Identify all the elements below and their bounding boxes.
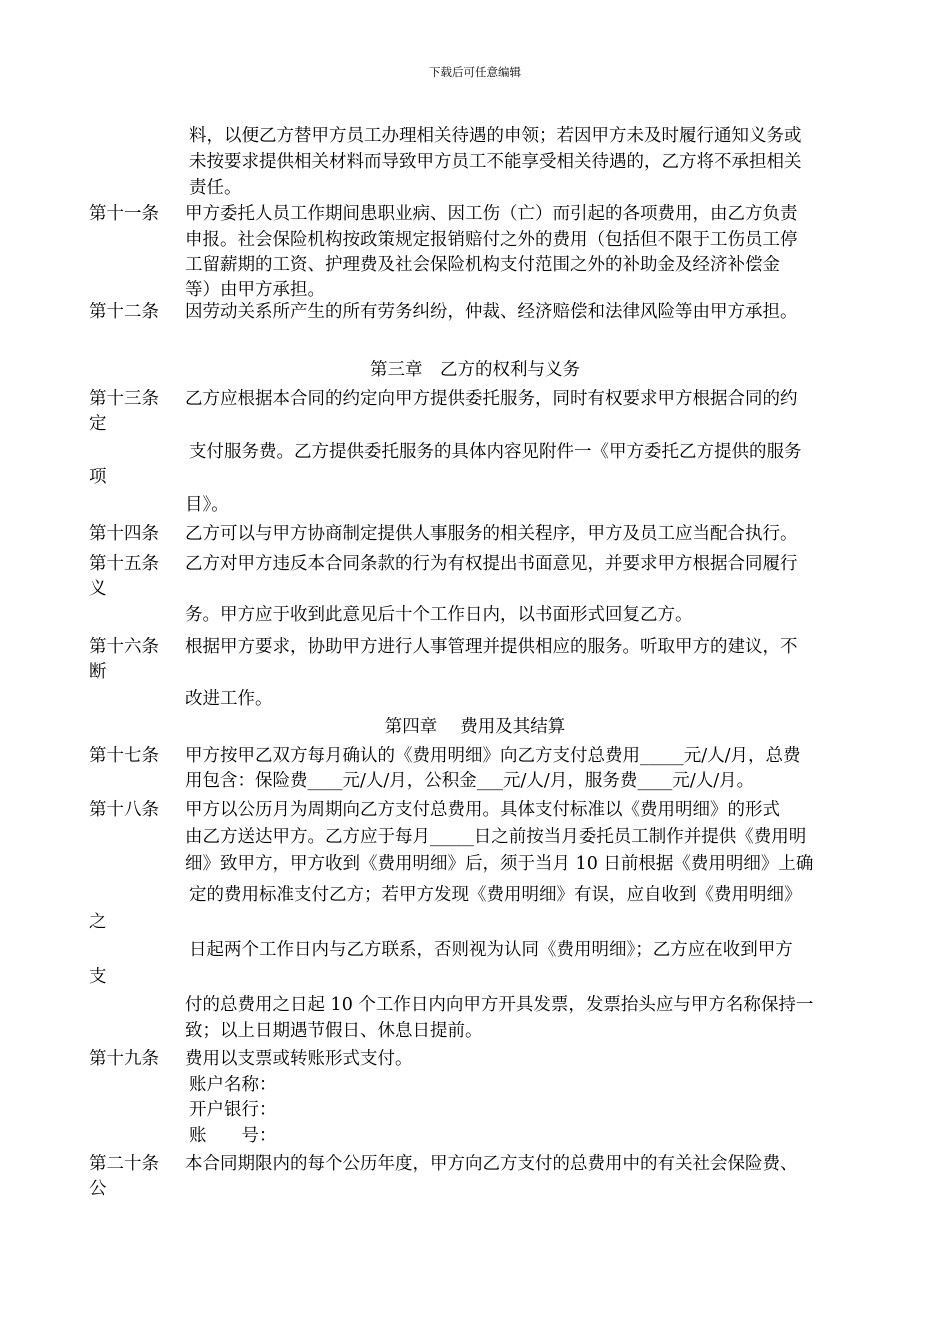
account-name-label: 账户名称：	[189, 1075, 277, 1095]
article-18-label: 第十八条	[89, 800, 159, 820]
article-18-wrap-1: 之	[89, 912, 107, 932]
article-17-label: 第十七条	[89, 746, 159, 766]
article-19-line-1: 费用以支票或转账形式支付。	[185, 1049, 413, 1069]
article-10-line-2: 未按要求提供相关材料而导致甲方员工不能享受相关待遇的，乙方将不承担相关	[189, 152, 802, 172]
article-16-line-2: 改进工作。	[185, 689, 273, 709]
article-18-wrap-2: 支	[89, 967, 107, 987]
article-13-label: 第十三条	[89, 389, 159, 409]
article-10-line-1: 料，以便乙方替甲方员工办理相关待遇的申领；若因甲方未及时履行通知义务或	[189, 126, 802, 146]
chapter-4-heading: 第四章 费用及其结算	[384, 717, 566, 737]
article-15-line-1: 乙方对甲方违反本合同条款的行为有权提出书面意见，并要求甲方根据合同履行	[185, 554, 798, 574]
article-11-line-2: 申报。社会保险机构按政策规定报销赔付之外的费用（包括但不限于工伤员工停	[185, 230, 798, 250]
article-14-label: 第十四条	[89, 524, 159, 544]
article-18-line-2: 由乙方送达甲方。乙方应于每月_____日之前按当月委托员工制作并提供《费用明	[185, 827, 807, 847]
article-18-line-4: 定的费用标准支付乙方；若甲方发现《费用明细》有误，应自收到《费用明细》	[189, 885, 802, 905]
article-13-wrap-2: 项	[89, 467, 107, 487]
article-11-label: 第十一条	[89, 204, 159, 224]
article-15-wrap-1: 义	[89, 579, 107, 599]
article-20-line-1: 本合同期限内的每个公历年度，甲方向乙方支付的总费用中的有关社会保险费、	[185, 1154, 798, 1174]
article-13-line-1: 乙方应根据本合同的约定向甲方提供委托服务，同时有权要求甲方根据合同的约	[185, 389, 798, 409]
article-13-line-2: 支付服务费。乙方提供委托服务的具体内容见附件一《甲方委托乙方提供的服务	[189, 442, 802, 462]
article-15-line-2: 务。甲方应于收到此意见后十个工作日内，以书面形式回复乙方。	[185, 605, 693, 625]
article-11-line-4: 等）由甲方承担。	[185, 280, 325, 300]
article-15-label: 第十五条	[89, 554, 159, 574]
article-16-label: 第十六条	[89, 637, 159, 657]
chapter-3-heading: 第三章 乙方的权利与义务	[370, 360, 580, 380]
account-number-label: 账 号：	[189, 1126, 277, 1146]
article-17-line-2: 用包含：保险费____元/人/月，公积金___元/人/月，服务费____元/人/月。	[185, 771, 755, 791]
article-12-line-1: 因劳动关系所产生的所有劳务纠纷，仲裁、经济赔偿和法律风险等由甲方承担。	[185, 302, 798, 322]
article-12-label: 第十二条	[89, 302, 159, 322]
article-18-line-7: 致；以上日期遇节假日、休息日提前。	[185, 1021, 483, 1041]
article-18-line-6: 付的总费用之日起 10 个工作日内向甲方开具发票，发票抬头应与甲方名称保持一	[185, 995, 814, 1015]
article-14-line-1: 乙方可以与甲方协商制定提供人事服务的相关程序，甲方及员工应当配合执行。	[185, 524, 798, 544]
article-16-wrap-1: 断	[89, 662, 107, 682]
article-11-line-1: 甲方委托人员工作期间患职业病、因工伤（亡）而引起的各项费用，由乙方负责	[185, 204, 798, 224]
article-10-line-3: 责任。	[189, 178, 242, 198]
article-11-line-3: 工留薪期的工资、护理费及社会保险机构支付范围之外的补助金及经济补偿金	[185, 255, 780, 275]
article-18-line-1: 甲方以公历月为周期向乙方支付总费用。具体支付标准以《费用明细》的形式	[185, 800, 780, 820]
article-19-label: 第十九条	[89, 1049, 159, 1069]
article-18-line-3: 细》致甲方，甲方收到《费用明细》后，须于当月 10 日前根据《费用明细》上确	[185, 854, 814, 874]
article-13-line-3: 目》。	[185, 495, 229, 515]
page-header: 下载后可任意编辑	[429, 65, 521, 79]
bank-label: 开户银行：	[189, 1100, 277, 1120]
article-18-line-5: 日起两个工作日内与乙方联系，否则视为认同《费用明细》；乙方应在收到甲方	[189, 940, 793, 960]
article-20-label: 第二十条	[89, 1154, 159, 1174]
article-13-wrap-1: 定	[89, 414, 107, 434]
article-16-line-1: 根据甲方要求，协助甲方进行人事管理并提供相应的服务。听取甲方的建议，不	[185, 637, 798, 657]
article-20-wrap-1: 公	[89, 1179, 107, 1199]
article-17-line-1: 甲方按甲乙双方每月确认的《费用明细》向乙方支付总费用_____元/人/月，总费	[185, 746, 801, 766]
